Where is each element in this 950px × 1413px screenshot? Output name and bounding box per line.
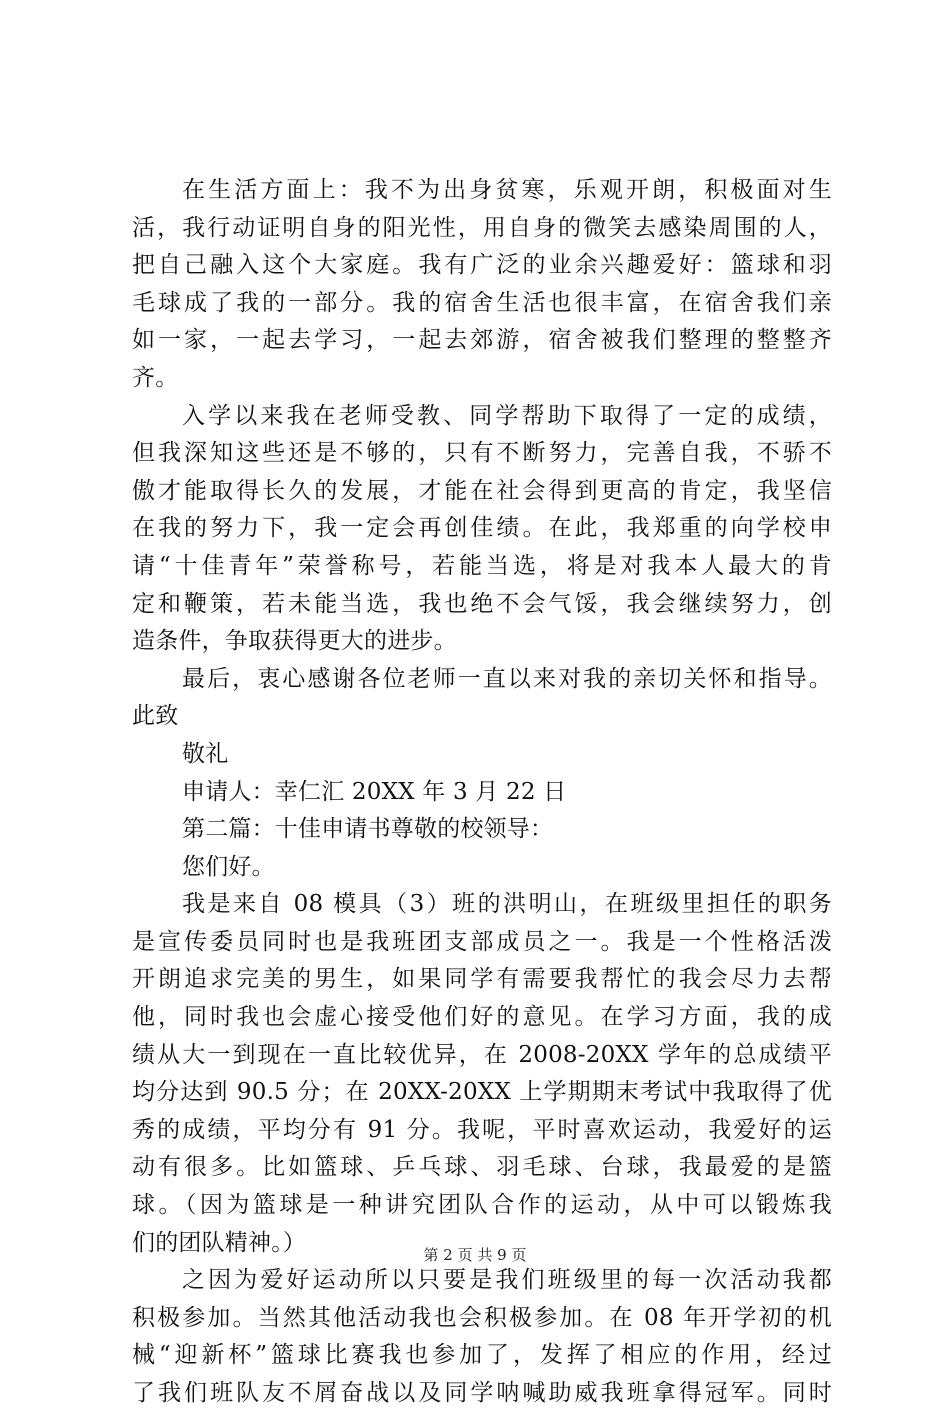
text-line: 们的团队精神。）	[132, 1229, 307, 1256]
text-line: 开朗追求完美的男生，如果同学有需要我帮忙的我会尽力去帮	[132, 966, 832, 993]
text-line: 他，同时我也会虚心接受他们好的意见。在学习方面，我的成	[132, 1004, 832, 1031]
text-line: 械“迎新杯”篮球比赛我也参加了，发挥了相应的作用，经过	[132, 1342, 832, 1369]
text-line: 了我们班队友不屑奋战以及同学呐喊助威我班拿得冠军。同时	[132, 1380, 832, 1406]
text-line: 您们好。	[182, 853, 275, 880]
text-line: 绩从大一到现在一直比较优异，在 2008-20XX 学年的总成绩平	[132, 1041, 832, 1068]
text-line: 是宣传委员同时也是我班团支部成员之一。我是一个性格活泼	[132, 928, 832, 955]
text-line: 造条件，争取获得更大的进步。	[132, 628, 457, 655]
page-number-footer: 第 2 页 共 9 页	[423, 1246, 527, 1264]
body-text	[132, 172, 832, 1413]
text-line: 第二篇：十佳申请书尊敬的校领导：	[182, 816, 554, 843]
text-line: 均分达到 90.5 分；在 20XX-20XX 上学期期末考试中我取得了优	[132, 1079, 832, 1106]
text-line: 在生活方面上：我不为出身贫寒，乐观开朗，积极面对生	[182, 177, 832, 203]
text-line: 把自己融入这个大家庭。我有广泛的业余兴趣爱好：篮球和羽	[132, 252, 832, 279]
text-line: 申请人：幸仁汇 20XX 年 3 月 22 日	[182, 778, 567, 805]
text-line: 活，我行动证明自身的阳光性，用自身的微笑去感染周围的人，	[132, 214, 832, 241]
text-line: 如一家，一起去学习，一起去郊游，宿舍被我们整理的整整齐	[132, 327, 832, 354]
text-line: 齐。	[132, 364, 179, 391]
text-line: 毛球成了我的一部分。我的宿舍生活也很丰富，在宿舍我们亲	[132, 289, 832, 316]
text-line: 之因为爱好运动所以只要是我们班级里的每一次活动我都	[182, 1267, 832, 1294]
text-line: 此致	[132, 703, 179, 730]
text-line: 动有很多。比如篮球、乒乓球、羽毛球、台球，我最爱的是篮	[132, 1154, 832, 1181]
text-line: 球。（因为篮球是一种讲究团队合作的运动，从中可以锻炼我	[132, 1192, 832, 1219]
text-line: 积极参加。当然其他活动我也会积极参加。在 08 年开学初的机	[132, 1304, 832, 1331]
text-line: 我是来自 08 模具（3）班的洪明山，在班级里担任的职务	[182, 891, 832, 918]
text-line: 请“十佳青年”荣誉称号，若能当选，将是对我本人最大的肯	[132, 552, 832, 579]
text-line: 秀的成绩，平均分有 91 分。我呢，平时喜欢运动，我爱好的运	[132, 1116, 832, 1143]
text-line: 最后，衷心感谢各位老师一直以来对我的亲切关怀和指导。	[182, 665, 832, 692]
text-line: 但我深知这些还是不够的，只有不断努力，完善自我，不骄不	[132, 440, 832, 467]
text-line: 入学以来我在老师受教、同学帮助下取得了一定的成绩，	[182, 402, 832, 429]
text-line: 在我的努力下，我一定会再创佳绩。在此，我郑重的向学校申	[132, 515, 832, 542]
text-line: 定和鞭策，若未能当选，我也绝不会气馁，我会继续努力，创	[132, 590, 832, 617]
text-line: 傲才能取得长久的发展，才能在社会得到更高的肯定，我坚信	[132, 477, 832, 504]
text-line: 敬礼	[182, 740, 229, 767]
